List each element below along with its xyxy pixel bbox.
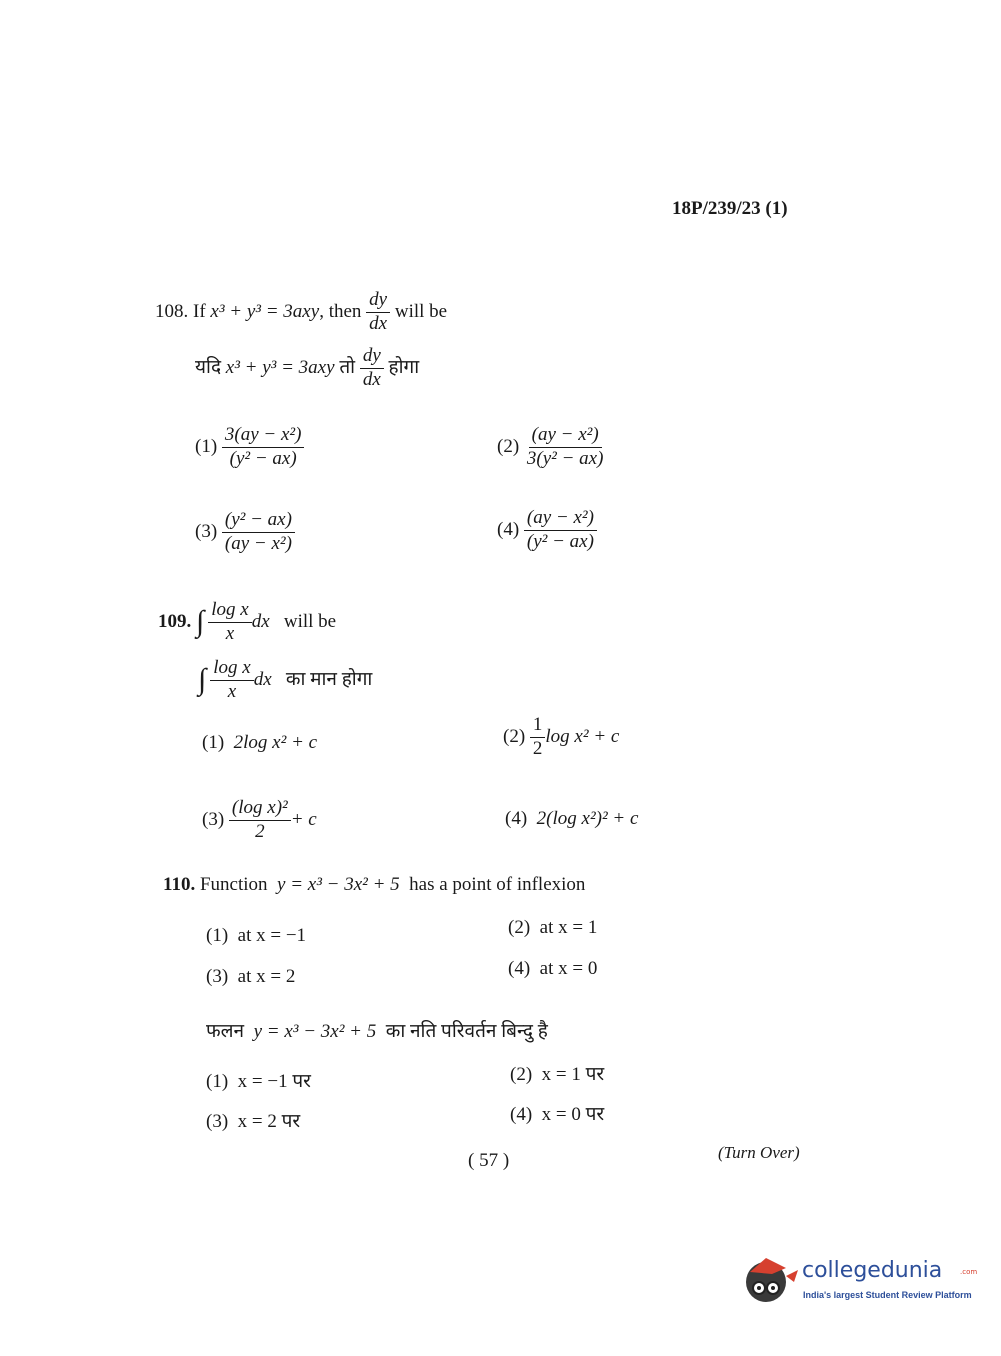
derivative: $\frac{dy}{dx}$ (360, 346, 384, 391)
question-number: 110. (163, 874, 196, 895)
option-110-hi-2: (2) x = 1 पर (510, 1064, 605, 1085)
option-108-1: (1) $\frac{\text{3(ay − x²)}}{\text{(y² − ax)}}$ (195, 425, 304, 470)
option-108-4: (4) $\frac{\text{(ay − x²)}}{\text{(y² − ax)}}$ (497, 508, 597, 553)
option-108-2: (2) $\frac{\text{(ay − x²)}}{\text{3(y² − ax)}}$ (497, 424, 604, 469)
question-108-en: 108. If x³ + y³ = 3axy, then $\frac{dy}{dx}$ will be (155, 289, 448, 334)
logo-suffix: .com (960, 1268, 978, 1276)
collegedunia-logo[interactable] (742, 1250, 978, 1312)
option-110-2: (2) at x = 1 (508, 917, 598, 938)
turn-over-note: (Turn Over) (718, 1143, 800, 1162)
option-110-hi-3: (3) x = 2 पर (206, 1111, 301, 1132)
question-110-hi: फलन y = x³ − 3x² + 5 का नति परिवर्तन बिन्दु है (206, 1021, 548, 1042)
question-110-en: 110. Function y = x³ − 3x² + 5 has a point of inflexion (163, 874, 586, 895)
question-109-en: 109. ∫ $\frac{\text{log x}}{x}$ dx will be (158, 599, 337, 644)
option-109-1: (1) 2log x² + c (202, 732, 318, 753)
page-number: ( 57 ) (468, 1150, 510, 1171)
paper-code: 18P/239/23 (1) (672, 198, 788, 219)
option-109-4: (4) 2(log x²)² + c (505, 808, 639, 829)
question-108-hi: यदि x³ + y³ = 3axy तो $\frac{dy}{dx}$ होगा (195, 345, 420, 390)
option-108-3: (3) $\frac{\text{(y² − ax)}}{\text{(ay − x²)}}$ (195, 510, 295, 555)
option-110-hi-4: (4) x = 0 पर (510, 1104, 605, 1125)
option-109-2: (2) $\frac{1}{2}$ log x² + c (503, 714, 620, 759)
logo-tagline: India's largest Student Review Platform (803, 1290, 972, 1300)
derivative: $\frac{dy}{dx}$ (366, 290, 390, 335)
equation: x³ + y³ = 3axy (225, 356, 335, 378)
question-number: 108. (155, 300, 189, 322)
option-110-hi-1: (1) x = −1 पर (206, 1071, 311, 1092)
mascot-icon (742, 1250, 800, 1308)
equation: x³ + y³ = 3axy (210, 300, 320, 322)
option-109-3: (3) $\frac{\text{(log x)²}}{2}$ + c (202, 797, 317, 842)
option-110-4: (4) at x = 0 (508, 958, 598, 979)
question-109-hi: ∫ $\frac{\text{log x}}{x}$ dx का मान होगा (198, 657, 373, 702)
option-110-1: (1) at x = −1 (206, 925, 307, 946)
question-number: 109. (158, 610, 192, 632)
logo-wordmark: collegedunia (802, 1258, 943, 1283)
option-110-3: (3) at x = 2 (206, 966, 296, 987)
